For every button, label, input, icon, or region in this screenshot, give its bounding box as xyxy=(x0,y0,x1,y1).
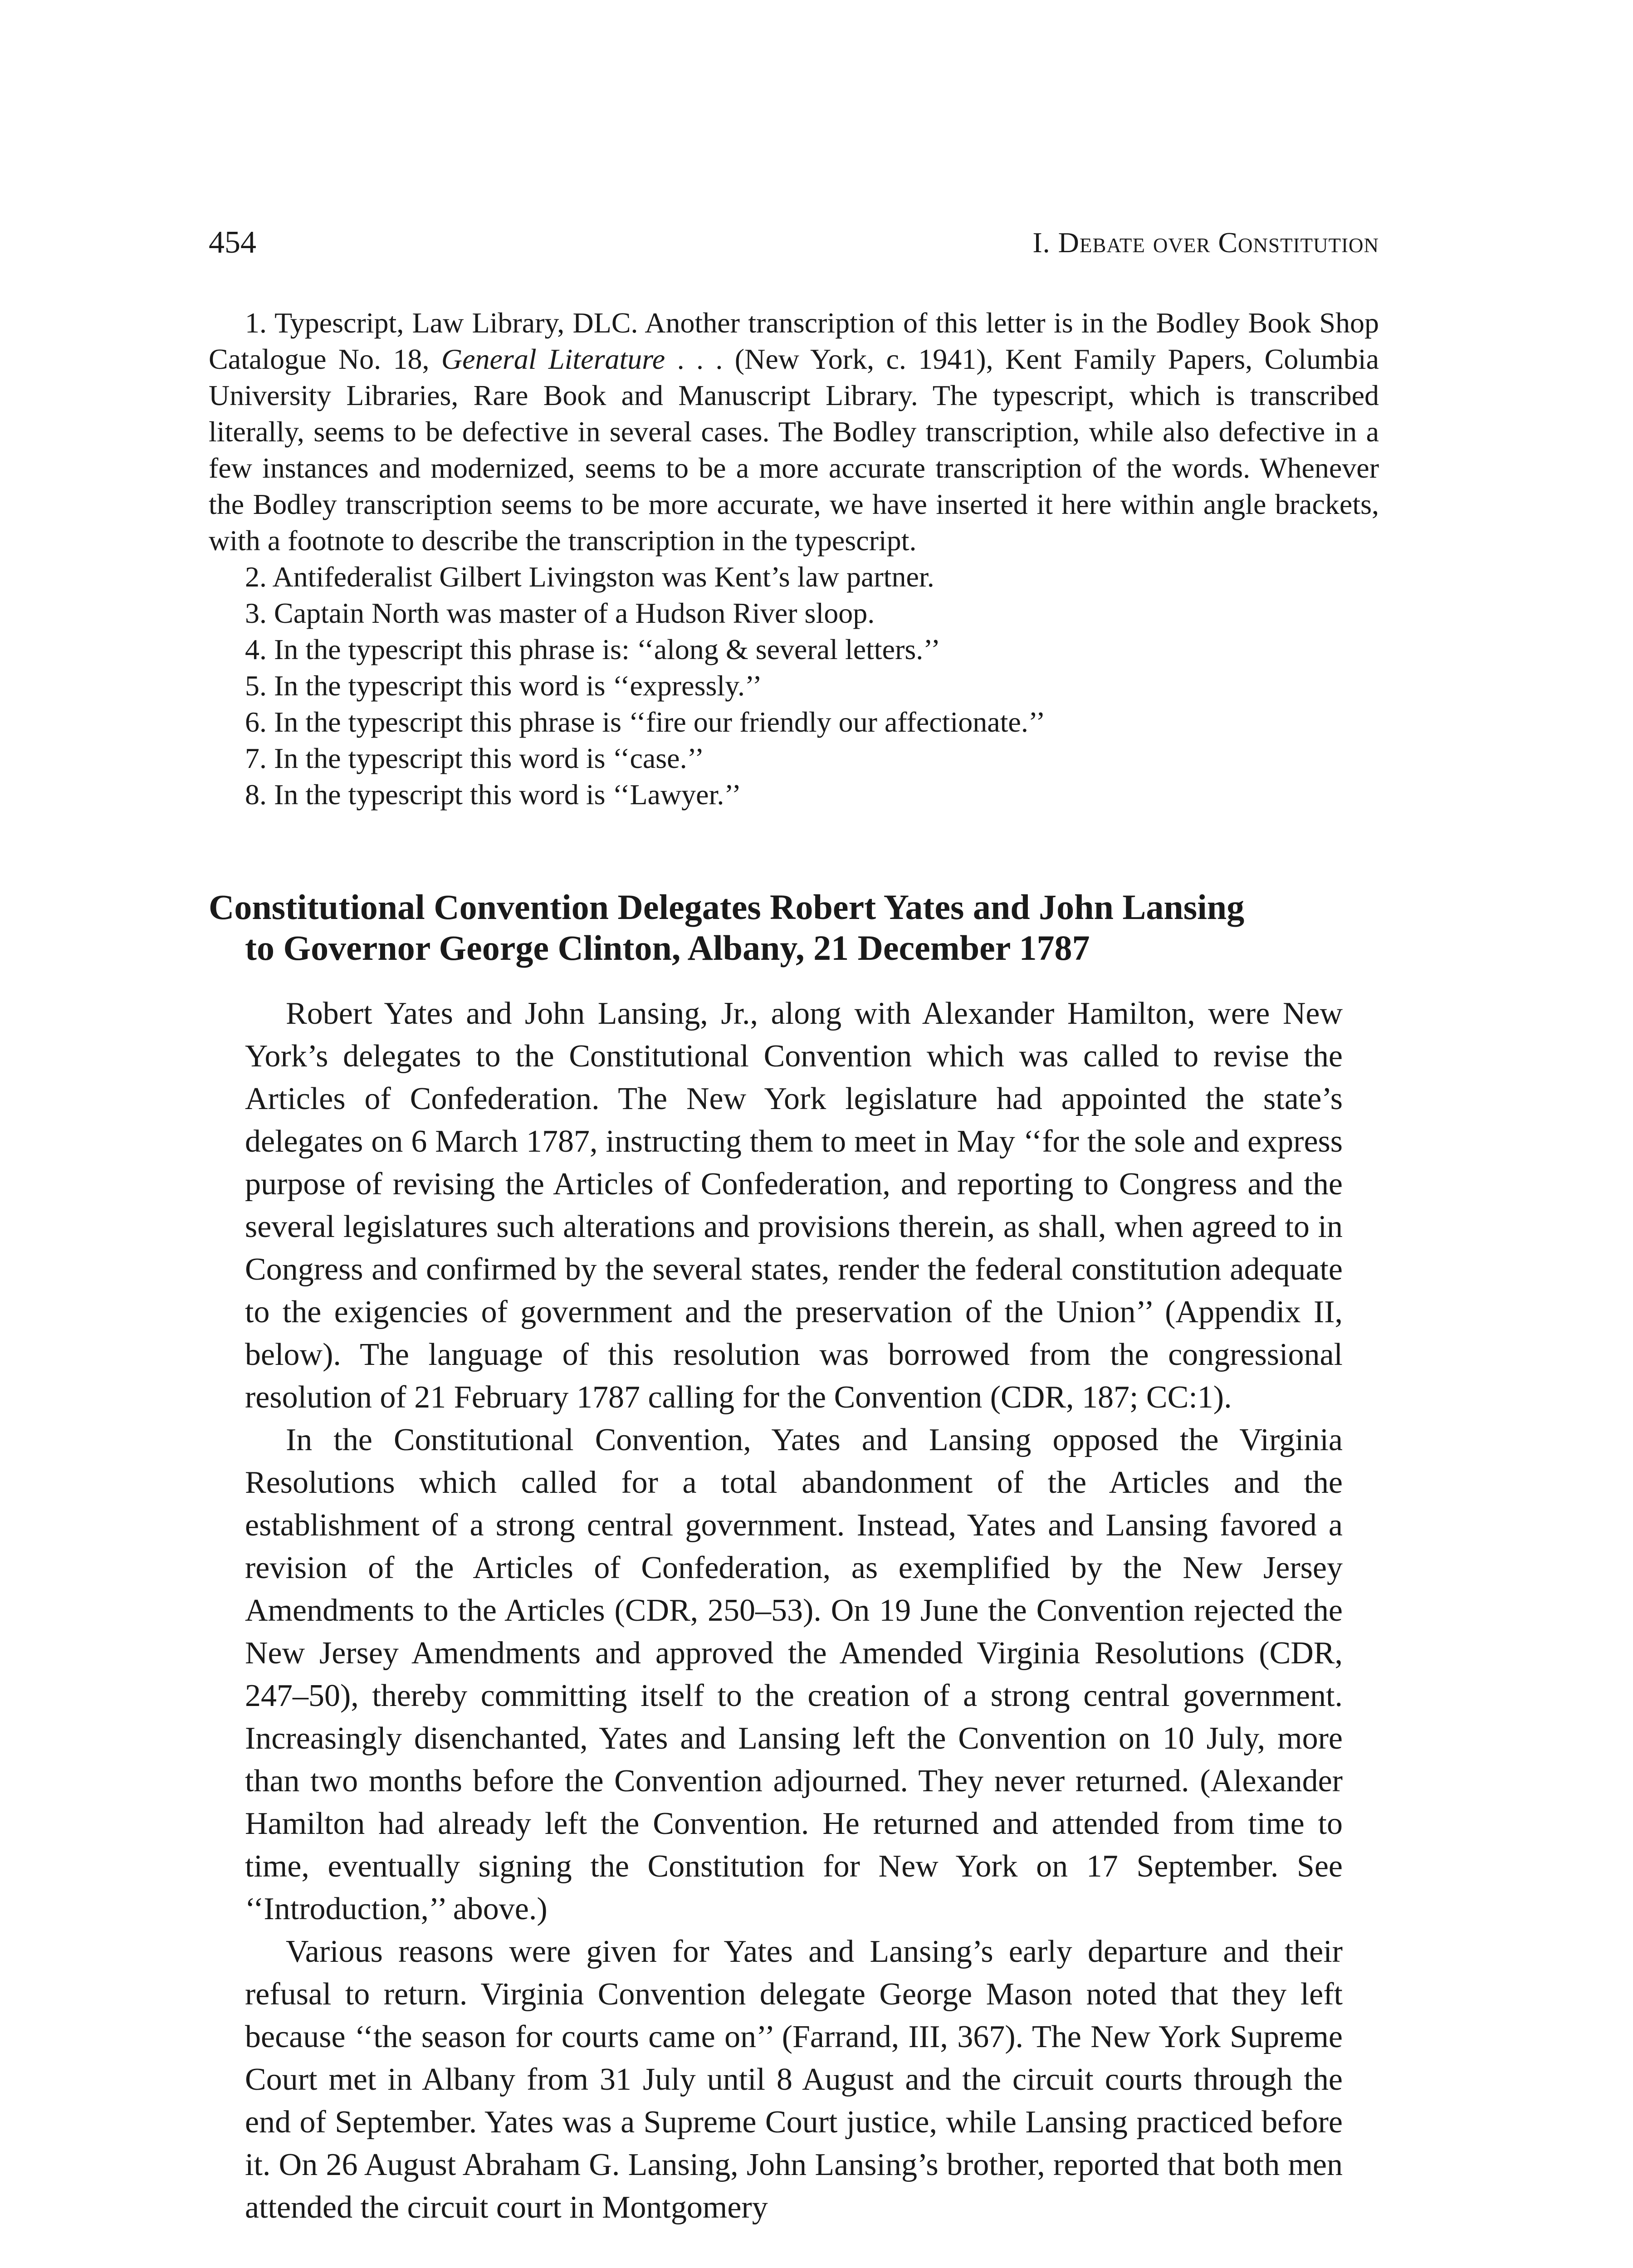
footnote-6: 6. In the typescript this phrase is ‘‘fire our friendly our affectionate.’’ xyxy=(245,706,1046,738)
title-line-2: to Governor George Clinton, Albany, 21 December 1787 xyxy=(245,928,1090,968)
title-line-1: Constitutional Convention Delegates Robert Yates and John Lansing xyxy=(209,887,1245,927)
body-text xyxy=(245,992,1343,2229)
footnote-8: 8. In the typescript this word is ‘‘Lawyer.’’ xyxy=(245,778,742,811)
footnote-5: 5. In the typescript this word is ‘‘expressly.’’ xyxy=(245,670,762,702)
body-paragraph-3: Various reasons were given for Yates and Lansing’s early departure and their refusal to return. Virginia Convention delegate George Mason noted that they left because ‘‘the season for courts came on’’ (Farrand, III, 367). The New York Supreme Court met in Albany from 31 July until 8 August and the circuit courts through the end of September. Yates was a Supreme Court justice, while Lansing practiced before it. On 26 August Abraham G. Lansing, John Lansing’s brother, reported that both men attended the circuit court in Montgomery xyxy=(245,1934,1343,2225)
footnote-7: 7. In the typescript this word is ‘‘case.’’ xyxy=(245,742,704,774)
running-head: I. Debate over Constitution xyxy=(1032,226,1379,259)
page-number: 454 xyxy=(209,225,256,260)
footnote-3: 3. Captain North was master of a Hudson River sloop. xyxy=(245,597,875,629)
footnotes-section xyxy=(209,305,1379,813)
footnote-italic-title: General Literature xyxy=(441,343,665,375)
document-title xyxy=(209,887,1379,968)
footnote-1 xyxy=(209,305,1379,559)
body-paragraph-2: In the Constitutional Convention, Yates and Lansing opposed the Virginia Resolutions which called for a total abandonment of the Articles and the establishment of a strong central government. Instead, Yates and Lansing favored a revision of the Articles of Confederation, as exemplified by the New Jersey Amendments to the Articles (CDR, 250–53). On 19 June the Convention rejected the New Jersey Amendments and approved the Amended Virginia Resolutions (CDR, 247–50), thereby committing itself to the creation of a strong central government. Increasingly disenchanted, Yates and Lansing left the Convention on 10 July, more than two months before the Convention adjourned. They never returned. (Alexander Hamilton had already left the Convention. He returned and attended from time to time, eventually signing the Constitution for New York on 17 September. See ‘‘Introduction,’’ above.) xyxy=(245,1422,1343,1926)
body-paragraph-1: Robert Yates and John Lansing, Jr., along with Alexander Hamilton, were New York’s delegates to the Constitutional Convention which was called to revise the Articles of Confederation. The New York legislature had appointed the state’s delegates on 6 March 1787, instructing them to meet in May ‘‘for the sole and express purpose of revising the Articles of Confederation, and reporting to Congress and the several legislatures such alterations and provisions therein, as shall, when agreed to in Congress and confirmed by the several states, render the federal constitution adequate to the exigencies of government and the preservation of the Union’’ (Appendix II, below). The language of this resolution was borrowed from the congressional resolution of 21 February 1787 calling for the Convention (CDR, 187; CC:1). xyxy=(245,996,1343,1415)
footnote-text: . . . (New York, c. 1941), Kent Family Papers, Columbia University Libraries, Rare Book and Manuscript Library. The typescript, which is transcribed literally, seems to be defective in several cases. The Bodley transcription, while also defective in a few instances and modernized, seems to be a more accurate transcription of the words. Whenever the Bodley transcription seems to be more accurate, we have inserted it here within angle brackets, with a footnote to describe the transcription in the typescript. xyxy=(209,343,1379,557)
footnote-2: 2. Antifederalist Gilbert Livingston was Kent’s law partner. xyxy=(245,561,934,593)
footnote-4: 4. In the typescript this phrase is: ‘‘along & several letters.’’ xyxy=(245,633,941,665)
page-header xyxy=(209,222,1379,263)
footnote-text: 1. Typescript, Law Library, DLC. Another transcription of this letter is in the Bodley Book Shop Catalogue No. 18, xyxy=(209,307,1379,375)
